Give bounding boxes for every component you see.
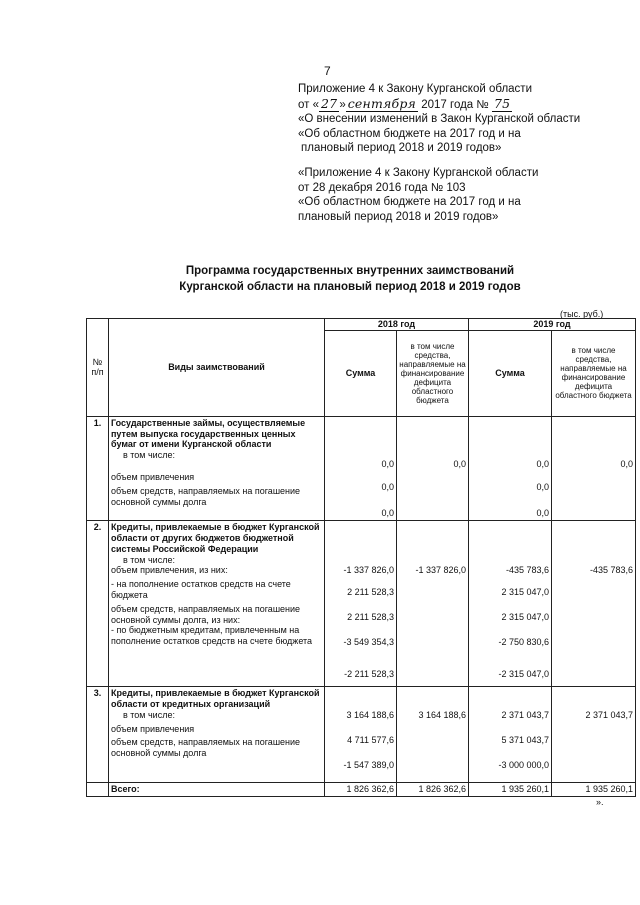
handwritten-number: 75 (493, 95, 511, 111)
total-sum-2019: 1 935 260,1 (469, 783, 552, 797)
title-line: Программа государственных внутренних заимствований (185, 265, 515, 277)
row-num: 2. (87, 521, 109, 687)
row-item: объем привлечения, из них: (111, 565, 228, 576)
header-deficit-2019: в том числе средства, направляемые на финансирование дефицита областного бюджета (552, 330, 636, 416)
cell-value: -435 783,6 (589, 565, 633, 576)
cell-value: 3 164 188,6 (418, 710, 466, 721)
cell-value: 0,0 (381, 481, 394, 492)
row-num: 3. (87, 687, 109, 783)
header-sum-2018: Сумма (325, 330, 397, 416)
row-incl: в том числе: (123, 450, 175, 461)
row-num: 1. (87, 416, 109, 520)
title-line: Курганской области на плановый период 2018 и 2019 годов (179, 281, 521, 293)
total-sum-2018: 1 826 362,6 (325, 783, 397, 797)
cell-value: 0,0 (381, 458, 394, 469)
row-item: - на пополнение остатков средств на счете бюджета (111, 579, 291, 600)
units-label: (тыс. руб.) (560, 309, 604, 319)
header-num: № п/п (87, 319, 109, 417)
cell-value: -2 211 528,3 (344, 669, 394, 680)
row-title: Государственные займы, осуществляемые путем выпуска государственных ценных бумаг от имени Курганской области (111, 417, 306, 450)
cell-value: 2 371 043,7 (501, 710, 549, 721)
row-description (109, 687, 325, 783)
cell-value: -2 750 830,6 (498, 636, 549, 647)
table-row (87, 687, 636, 783)
header-date-line: от « 27 » сентября 2017 года № 75 (298, 95, 511, 111)
borrowing-table (86, 318, 636, 797)
cell-value: -1 337 826,0 (343, 565, 394, 576)
original-appendix-header (298, 166, 538, 224)
header-sum-2019: Сумма (469, 330, 552, 416)
row-item: - по бюджетным кредитам, привлеченным на пополнение остатков средств на счете бюджета (111, 625, 313, 647)
cell-value: 0,0 (453, 458, 466, 469)
values-sum-2019 (469, 521, 552, 687)
cell-value: -3 000 000,0 (498, 759, 549, 770)
row-item: объем привлечения (111, 471, 195, 482)
values-deficit-2019 (552, 687, 636, 783)
total-num (87, 783, 109, 797)
cell-value: 4 711 577,6 (347, 734, 394, 745)
header-year-2019: 2019 год (469, 319, 636, 331)
cell-value: 3 164 188,6 (346, 710, 394, 721)
header-year-2018: 2018 год (325, 319, 469, 331)
header-line: от 28 декабря 2016 года № 103 (298, 181, 466, 194)
row-description (109, 521, 325, 687)
cell-value: 5 371 043,7 (501, 734, 549, 745)
row-item: объем средств, направляемых на погашение основной суммы долга (111, 485, 301, 507)
header-line: «Об областном бюджете на 2017 год и на (298, 196, 521, 208)
table-row (87, 521, 636, 687)
handwritten-month: сентября (347, 95, 417, 111)
row-item: объем средств, направляемых на погашение основной суммы долга (111, 737, 301, 759)
handwritten-day: 27 (321, 95, 338, 111)
closing-quote: ». (596, 797, 604, 807)
values-deficit-2018 (397, 687, 469, 783)
cell-value: 0,0 (536, 481, 549, 492)
header-line: Приложение 4 к Закону Курганской области (298, 83, 532, 95)
cell-value: -1 337 826,0 (415, 565, 466, 576)
header-line: «Об областном бюджете на 2017 год и на (298, 127, 521, 140)
header-line: плановый период 2018 и 2019 годов» (298, 210, 499, 223)
cell-value: 2 315 047,0 (501, 586, 549, 597)
cell-value: -435 783,6 (505, 565, 549, 576)
table-row (87, 416, 636, 520)
row-title: Кредиты, привлекаемые в бюджет Курганской области от других бюджетов бюджетной системы Российской Федерации (111, 522, 320, 554)
page-number: 7 (324, 64, 331, 78)
row-incl: в том числе: (123, 554, 175, 565)
row-description (109, 416, 325, 520)
values-sum-2018 (325, 687, 397, 783)
values-sum-2019 (469, 687, 552, 783)
values-sum-2018 (325, 521, 397, 687)
total-label: Всего: (109, 783, 325, 797)
total-row (87, 783, 636, 797)
values-deficit-2018 (397, 521, 469, 687)
cell-value: 0,0 (381, 508, 394, 519)
header-line: «Приложение 4 к Закону Курганской области (298, 167, 539, 179)
cell-value: 2 371 043,7 (585, 710, 633, 721)
cell-value: 2 315 047,0 (501, 611, 549, 622)
total-deficit-2019: 1 935 260,1 (552, 783, 636, 797)
header-deficit-2018: в том числе средства, направляемые на финансирование дефицита областного бюджета (397, 330, 469, 416)
row-title: Кредиты, привлекаемые в бюджет Курганской области от кредитных организаций (111, 688, 320, 709)
header-type: Виды заимствований (109, 319, 325, 417)
cell-value: 0,0 (620, 458, 633, 469)
cell-value: -2 315 047,0 (498, 669, 549, 680)
total-deficit-2018: 1 826 362,6 (397, 783, 469, 797)
values-deficit-2019 (552, 521, 636, 687)
row-item: объем привлечения (111, 723, 195, 734)
row-item: объем средств, направляемых на погашение основной суммы долга, из них: (111, 603, 301, 625)
cell-value: 0,0 (536, 508, 549, 519)
row-incl: в том числе: (123, 709, 175, 720)
appendix-header (298, 82, 580, 156)
values-deficit-2019 (552, 416, 636, 520)
header-line: плановый период 2018 и 2019 годов» (301, 142, 502, 154)
cell-value: -1 547 389,0 (343, 759, 394, 770)
cell-value: -3 549 354,3 (343, 636, 394, 647)
cell-value: 0,0 (536, 458, 549, 469)
header-prefix: от « (298, 98, 320, 111)
cell-value: 2 211 528,3 (347, 586, 394, 597)
cell-value: 2 211 528,3 (347, 611, 394, 622)
header-year: 2017 года № (421, 98, 489, 111)
values-deficit-2018 (397, 416, 469, 520)
document-title (0, 263, 640, 295)
values-sum-2019 (469, 416, 552, 520)
header-line: «О внесении изменений в Закон Курганской области (298, 113, 581, 125)
values-sum-2018 (325, 416, 397, 520)
